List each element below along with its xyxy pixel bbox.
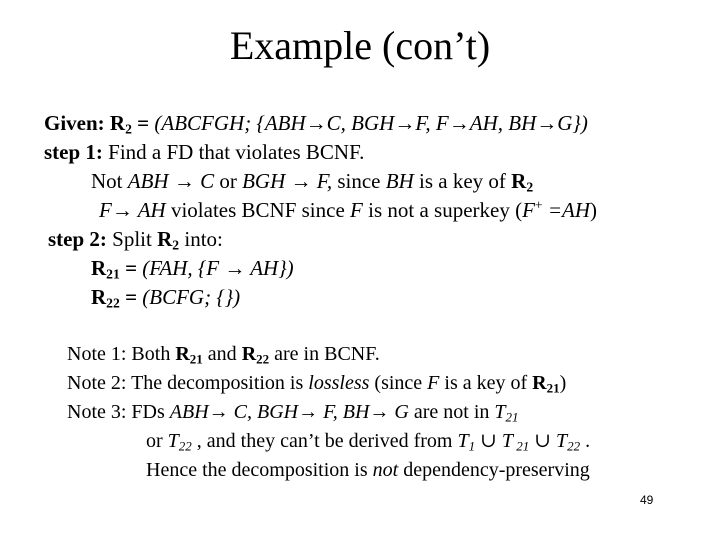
- r22-equals: =: [119, 285, 143, 309]
- note2-line: [67, 370, 566, 396]
- note2-r21: R: [532, 372, 547, 394]
- note3b-t22b: T: [555, 430, 568, 452]
- note1-text: Note 1: Both: [67, 343, 176, 365]
- f-text: F: [350, 198, 363, 222]
- step1-label: step 1:: [44, 140, 103, 164]
- note1-r22: R: [241, 343, 257, 365]
- page-number: 49: [640, 493, 654, 507]
- given-line: [44, 110, 588, 136]
- fd-f-ah: F→ AH: [99, 198, 166, 222]
- r21-label: R: [91, 256, 107, 280]
- note3b-t22: T: [167, 430, 179, 452]
- note3b-line: [146, 428, 590, 454]
- split-text: Split: [106, 227, 158, 251]
- union-symbol-2: ∪: [529, 430, 556, 452]
- r22-subscript: 22: [106, 295, 120, 311]
- key-of-text: is a key of: [413, 169, 512, 193]
- note2-end: ): [559, 372, 567, 394]
- note3-text: Note 3: FDs: [67, 401, 170, 423]
- note3b-end: .: [580, 430, 591, 452]
- note1-r22-subscript: 22: [256, 351, 270, 367]
- fd-bgh-f: BGH → F,: [242, 169, 333, 193]
- r21-line: [91, 255, 294, 281]
- given-subscript: 2: [125, 121, 132, 137]
- bh-text: BH: [385, 169, 414, 193]
- violates-text: violates BCNF since: [165, 198, 351, 222]
- r22-line: [91, 284, 240, 310]
- r22-relation: (BCFG; {}): [142, 285, 241, 309]
- closing-paren: ): [590, 198, 598, 222]
- note3c-line: [146, 457, 590, 483]
- note1-end: are in BCNF.: [269, 343, 380, 365]
- into-text: into:: [179, 227, 223, 251]
- note2-text: Note 2: The decomposition is: [67, 372, 309, 394]
- note3c-end: dependency-preserving: [398, 459, 590, 481]
- step2-label: step 2:: [48, 227, 107, 251]
- since-text: since: [332, 169, 386, 193]
- step1-line: [44, 139, 364, 165]
- note3c-text: Hence the decomposition is: [146, 459, 373, 481]
- superkey-text: is not a superkey (: [362, 198, 523, 222]
- note3-t21: T: [494, 401, 506, 423]
- r2-split-subscript: 2: [172, 237, 180, 253]
- fd-abh-c: ABH → C: [127, 169, 215, 193]
- fah-line: [99, 197, 597, 223]
- note2-key-of: is a key of: [439, 372, 533, 394]
- note1-and: and: [202, 343, 242, 365]
- given-relation: (ABCFGH; {ABH→C, BGH→F, F→AH, BH→G}): [154, 111, 588, 135]
- r21-subscript: 21: [106, 266, 120, 282]
- note1-r21: R: [175, 343, 190, 365]
- given-label: Given: R: [44, 111, 126, 135]
- slide-title: Example (con’t): [229, 23, 491, 68]
- r2-subscript: 2: [526, 179, 534, 195]
- r22-label: R: [91, 285, 107, 309]
- note3b-t22-subscript: 22: [178, 438, 192, 454]
- not-line: [91, 168, 533, 194]
- note3-line: [67, 399, 519, 425]
- lossless-text: lossless: [308, 372, 370, 394]
- or-text: or: [214, 169, 243, 193]
- union-symbol-1: ∪: [475, 430, 502, 452]
- note3b-t21: T: [501, 430, 513, 452]
- not-text: Not: [91, 169, 128, 193]
- closure-plus: +: [534, 197, 543, 213]
- note1-r21-subscript: 21: [189, 351, 203, 367]
- note3b-t1-subscript: 1: [468, 438, 476, 454]
- note2-f: F: [427, 372, 440, 394]
- note2-r21-subscript: 21: [546, 380, 560, 396]
- not-text-italic: not: [372, 459, 399, 481]
- note3b-derived: , and they can’t be derived from: [191, 430, 458, 452]
- note3-t21-subscript: 21: [505, 409, 519, 425]
- note2-since: (since: [369, 372, 428, 394]
- step2-line: [48, 226, 223, 252]
- given-equals: =: [131, 111, 155, 135]
- step1-text: Find a FD that violates BCNF.: [102, 140, 365, 164]
- f-closure: F: [522, 198, 535, 222]
- note1-line: [67, 341, 380, 367]
- r2-split: R: [157, 227, 173, 251]
- note3b-or: or: [146, 430, 168, 452]
- r21-equals: =: [119, 256, 143, 280]
- note3-not-in: are not in: [408, 401, 495, 423]
- r21-relation: (FAH, {F → AH}): [142, 256, 294, 280]
- r2-text: R: [511, 169, 527, 193]
- closure-value: =AH: [542, 198, 591, 222]
- note3-fds: ABH→ C, BGH→ F, BH→ G: [169, 401, 409, 423]
- note3b-t22b-subscript: 22: [567, 438, 581, 454]
- note3b-t1: T: [457, 430, 469, 452]
- note3b-t21-subscript: 21: [512, 438, 530, 454]
